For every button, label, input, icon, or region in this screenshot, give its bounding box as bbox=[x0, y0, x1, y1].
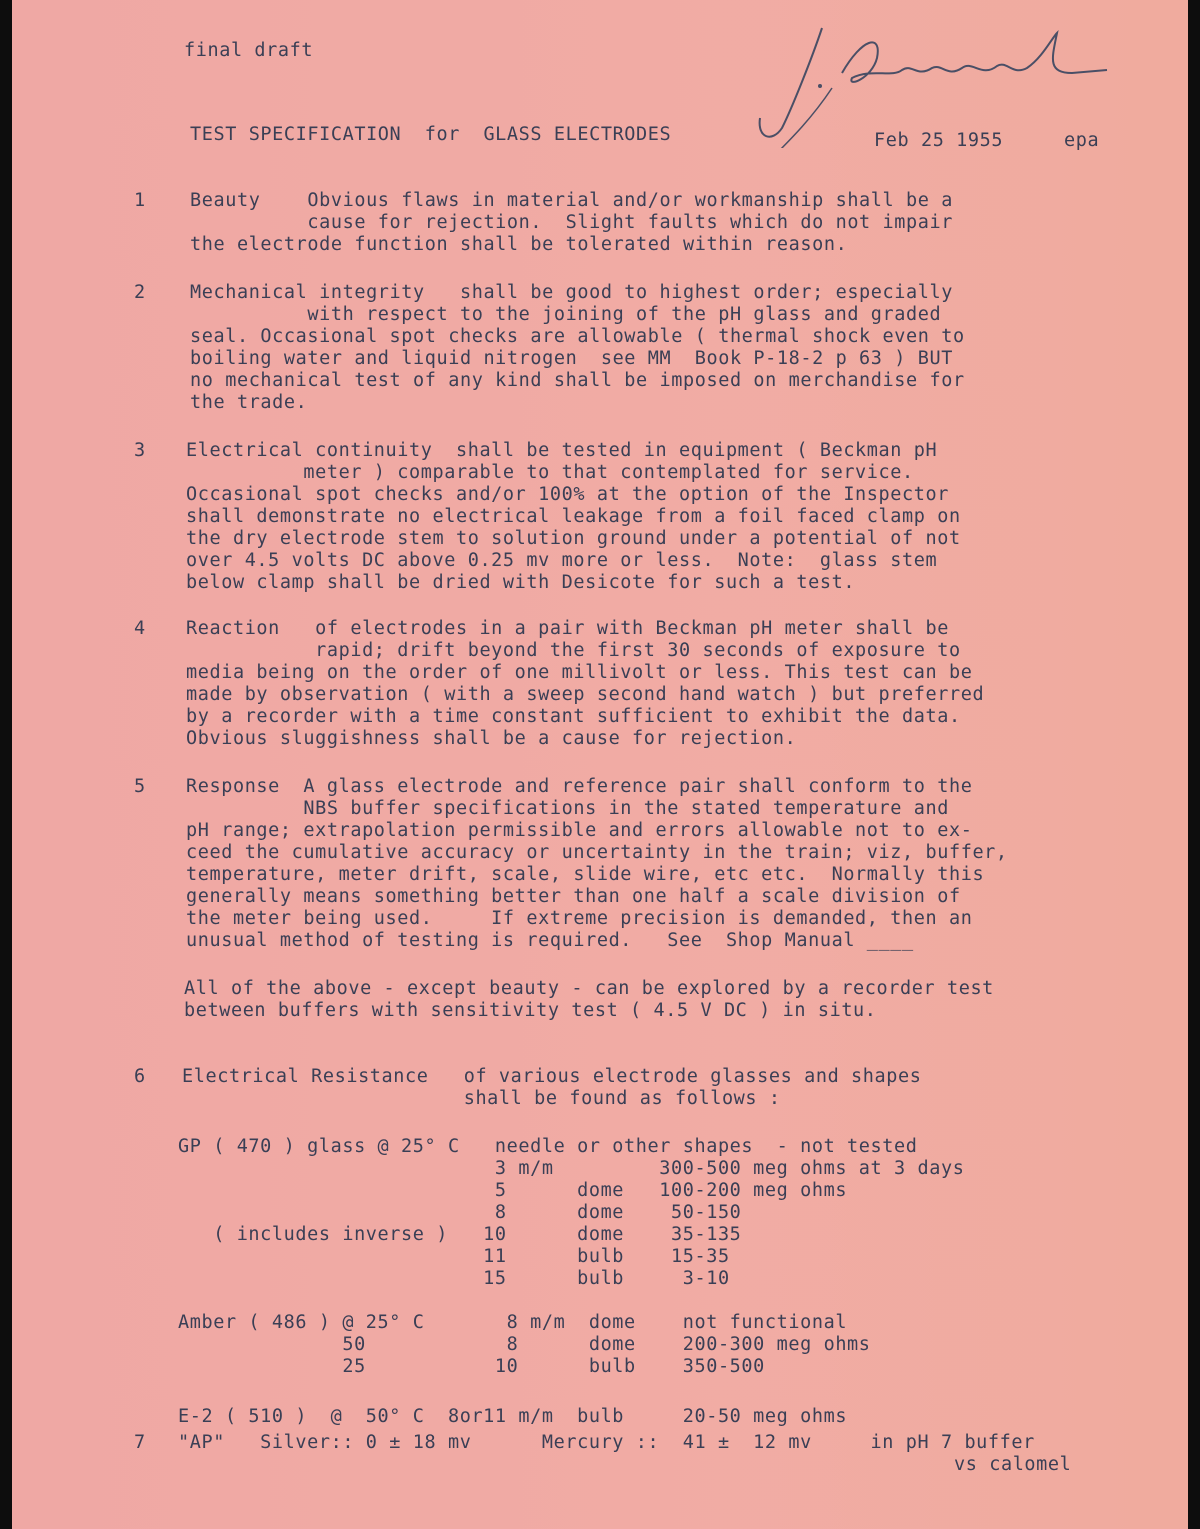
signature-image bbox=[752, 18, 1122, 148]
section-6-line: shall be found as follows : bbox=[182, 1088, 781, 1109]
amber-row: 50 8 dome 200-300 meg ohms bbox=[178, 1334, 871, 1355]
section-3-line: over 4.5 volts DC above 0.25 mv more or less. Note: glass stem bbox=[186, 550, 938, 571]
section-3-line: Occasional spot checks and/or 100% at the option of the Inspector bbox=[186, 484, 949, 505]
section-4-line: Reaction of electrodes in a pair with Beckman pH meter shall be bbox=[186, 618, 949, 639]
section-1-line: the electrode function shall be tolerated within reason. bbox=[190, 234, 848, 255]
section-5-line: ceed the cumulative accuracy or uncertainty in the train; viz, buffer, bbox=[186, 842, 1008, 863]
document-page bbox=[12, 0, 1188, 1529]
section-number: 4 bbox=[134, 618, 146, 639]
document-title: TEST SPECIFICATION for GLASS ELECTRODES bbox=[190, 124, 672, 145]
section-6-line: Electrical Resistance of various electrode glasses and shapes bbox=[182, 1066, 922, 1087]
section-4-line: made by observation ( with a sweep second hand watch ) but preferred bbox=[186, 684, 985, 705]
document-date: Feb 25 1955 bbox=[874, 130, 1004, 151]
section-2-line: the trade. bbox=[190, 392, 308, 413]
section-3-line: meter ) comparable to that contemplated for service. bbox=[186, 462, 914, 483]
e2-row: E-2 ( 510 ) @ 50° C 8or11 m/m bulb 20-50 meg ohms bbox=[178, 1406, 848, 1427]
section-number: 6 bbox=[134, 1066, 146, 1087]
section-5-line: pH range; extrapolation permissible and errors allowable not to ex- bbox=[186, 820, 973, 841]
section-7-line: "AP" Silver:: 0 ± 18 mv Mercury :: 41 ± 12 mv in pH 7 buffer bbox=[178, 1432, 1035, 1453]
section-2-line: boiling water and liquid nitrogen see MM Book P-18-2 p 63 ) BUT bbox=[190, 348, 953, 369]
section-7-line: vs calomel bbox=[954, 1454, 1072, 1475]
section-5-line: NBS buffer specifications in the stated temperature and bbox=[186, 798, 949, 819]
section-4-line: rapid; drift beyond the first 30 seconds of exposure to bbox=[186, 640, 961, 661]
document-initials: epa bbox=[1064, 130, 1100, 151]
section-4-line: by a recorder with a time constant sufficient to exhibit the data. bbox=[186, 706, 961, 727]
section-number: 7 bbox=[134, 1432, 146, 1453]
section-3-line: shall demonstrate no electrical leakage from a foil faced clamp on bbox=[186, 506, 961, 527]
gp-row: GP ( 470 ) glass @ 25° C needle or other shapes - not tested bbox=[178, 1136, 918, 1157]
section-2-line: no mechanical test of any kind shall be imposed on merchandise for bbox=[190, 370, 965, 391]
section-number: 3 bbox=[134, 440, 146, 461]
section-5-line: Response A glass electrode and reference pair shall conform to the bbox=[186, 776, 973, 797]
section-number: 5 bbox=[134, 776, 146, 797]
gp-row: 11 bulb 15-35 bbox=[178, 1246, 730, 1267]
section-3-line: below clamp shall be dried with Desicote for such a test. bbox=[186, 572, 856, 593]
section-4-line: media being on the order of one millivolt or less. This test can be bbox=[186, 662, 973, 683]
section-number: 2 bbox=[134, 282, 146, 303]
section-5-line: generally means something better than one half a scale division of bbox=[186, 886, 961, 907]
amber-row: 25 10 bulb 350-500 bbox=[178, 1356, 765, 1377]
section-number: 1 bbox=[134, 190, 146, 211]
amber-row: Amber ( 486 ) @ 25° C 8 m/m dome not functional bbox=[178, 1312, 848, 1333]
gp-row: 3 m/m 300-500 meg ohms at 3 days bbox=[178, 1158, 965, 1179]
gp-row: 15 bulb 3-10 bbox=[178, 1268, 730, 1289]
section-2-line: Mechanical integrity shall be good to highest order; especially bbox=[190, 282, 953, 303]
section-2-line: with respect to the joining of the pH glass and graded bbox=[190, 304, 942, 325]
section-5-line: temperature, meter drift, scale, slide wire, etc etc. Normally this bbox=[186, 864, 985, 885]
summary-line: All of the above - except beauty - can be explored by a recorder test bbox=[184, 978, 994, 999]
section-4-line: Obvious sluggishness shall be a cause for rejection. bbox=[186, 728, 797, 749]
section-3-line: the dry electrode stem to solution ground under a potential of not bbox=[186, 528, 961, 549]
section-1-line: cause for rejection. Slight faults which do not impair bbox=[190, 212, 953, 233]
section-5-line: unusual method of testing is required. See Shop Manual ____ bbox=[186, 930, 914, 951]
summary-line: between buffers with sensitivity test ( 4.5 V DC ) in situ. bbox=[184, 1000, 877, 1021]
gp-row: 5 dome 100-200 meg ohms bbox=[178, 1180, 848, 1201]
section-1-line: Beauty Obvious flaws in material and/or workmanship shall be a bbox=[190, 190, 953, 211]
gp-row: ( includes inverse ) 10 dome 35-135 bbox=[178, 1224, 742, 1245]
gp-row: 8 dome 50-150 bbox=[178, 1202, 742, 1223]
section-3-line: Electrical continuity shall be tested in equipment ( Beckman pH bbox=[186, 440, 938, 461]
section-2-line: seal. Occasional spot checks are allowable ( thermal shock even to bbox=[190, 326, 965, 347]
draft-label: final draft bbox=[184, 40, 314, 61]
section-5-line: the meter being used. If extreme precision is demanded, then an bbox=[186, 908, 973, 929]
